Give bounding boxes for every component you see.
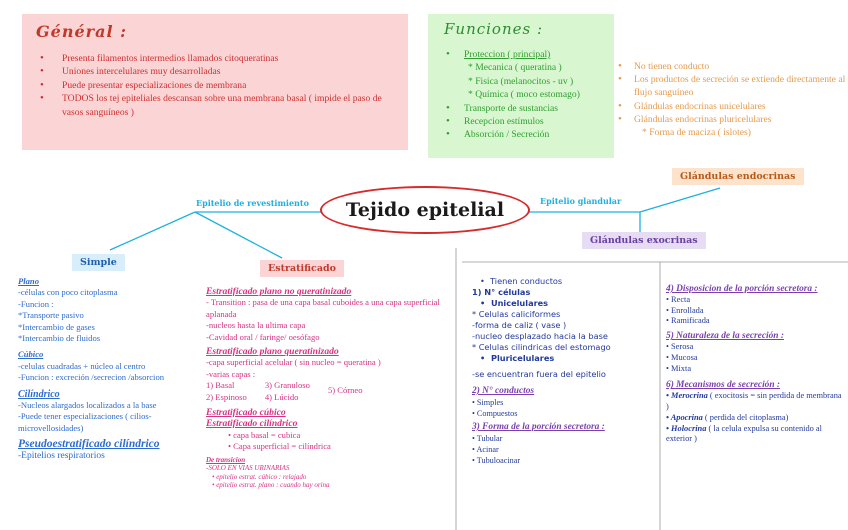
funcion-item: • Transporte de sustancias bbox=[444, 102, 612, 115]
funcion-item: • Proteccion ( principal) bbox=[444, 48, 612, 61]
no-queratinizado-line: -Cavidad oral / faringe/ oesófago bbox=[206, 331, 320, 342]
no-queratinizado-line: - Transition : pasa de una capa basal cuboides a una capa superficial aplanada bbox=[206, 297, 440, 319]
unicelulares-line: * Celulas cilindricas del estomago bbox=[472, 342, 611, 352]
conductos-intro: • Tienen conductos bbox=[480, 276, 563, 286]
funcion-subitem: * Química ( moco estomago) bbox=[468, 89, 580, 101]
endocrina-subnote: * Forma de maciza ( islotes) bbox=[642, 127, 751, 139]
holocrina-line: • Holocrina ( la celula expulsa su contenido al exterior ) bbox=[666, 423, 822, 444]
merocrina-line: • Merocrina ( exocitosis = sin perdida de membrana ) bbox=[666, 391, 842, 411]
general-list bbox=[36, 52, 398, 119]
forma-line: • Tubuloacinar bbox=[472, 456, 521, 465]
disposicion-line: • Recta bbox=[666, 294, 691, 304]
naturaleza-line: • Mixta bbox=[666, 363, 692, 373]
capa-item: 3) Granuloso bbox=[264, 380, 310, 391]
general-item: • TODOS los tej epiteliales descansan sobre una membrana basal ( impide el paso de vasos sanguíneos ) bbox=[36, 92, 398, 119]
capa-item: 5) Córneo bbox=[327, 385, 363, 396]
exocrinas-left-column bbox=[472, 276, 658, 466]
general-item: • Uniones intercelulares muy desarrolladas bbox=[36, 65, 398, 78]
fuera-line: -se encuentran fuera del epitelio bbox=[472, 369, 606, 379]
capas-grid bbox=[206, 380, 450, 403]
pseudo-line: -Epitelios respiratorios bbox=[18, 450, 105, 461]
capa-item: 4) Lúcido bbox=[264, 391, 299, 402]
label-estratificado: Estratificado bbox=[260, 260, 344, 277]
cubico-line: -celulas cuadradas + núcleo al centro bbox=[18, 360, 146, 371]
exocrinas-right-column bbox=[666, 284, 842, 445]
unicelulares-title: • Unicelulares bbox=[480, 298, 549, 308]
plano-line: -Funcion : bbox=[18, 298, 54, 309]
transicion-title: De transicion bbox=[206, 455, 246, 464]
cilindrico-title: Cilíndrico bbox=[18, 388, 60, 400]
endocrina-note: • No tienen conducto bbox=[618, 60, 846, 73]
unicelulares-line: -forma de caliz ( vase ) bbox=[472, 320, 567, 330]
cubico-title: Cúbico bbox=[18, 349, 44, 360]
unicelulares-line: -nucleo desplazado hacia la base bbox=[472, 331, 608, 341]
estratificado-column bbox=[206, 286, 450, 490]
naturaleza-line: • Mucosa bbox=[666, 352, 698, 362]
funciones-list bbox=[444, 48, 612, 142]
branch-glandular: Epitelio glandular bbox=[540, 196, 622, 206]
branch-revestimiento: Epitelio de revestimiento bbox=[196, 198, 309, 208]
estrat-cilindrico-title: Estratificado cilíndrico bbox=[206, 418, 298, 430]
plano-line: *Intercambio de gases bbox=[18, 321, 95, 332]
plano-line: *Intercambio de fluidos bbox=[18, 333, 101, 344]
funciones-title: Funciones : bbox=[444, 20, 544, 38]
n-conductos-title: 2) N° conductos bbox=[472, 386, 535, 396]
general-item: • Puede presentar especializaciones de membrana bbox=[36, 79, 398, 92]
endocrina-note: • Los productos de secreción se extiende directamente al flujo sanguíneo bbox=[618, 73, 846, 99]
cilindrico-line: -Puede tener especializaciones ( cilios-microvellosidades) bbox=[18, 411, 152, 433]
plano-title: Plano bbox=[18, 276, 40, 286]
center-title: Tejido epitelial bbox=[320, 186, 530, 234]
transicion-line: • epitelio estrat. cúbico : relajado bbox=[212, 472, 307, 481]
disposicion-title: 4) Disposicion de la porción secretora : bbox=[666, 284, 818, 294]
naturaleza-line: • Serosa bbox=[666, 341, 694, 351]
cubico-line: -Funcion : excreción /secrecion /absorcion bbox=[18, 372, 165, 383]
transicion-line: -SOLO EN VIAS URINARIAS bbox=[206, 464, 290, 473]
n-celulas-title: 1) N° células bbox=[472, 287, 531, 297]
queratinizado-title: Estratificado plano queratinizado bbox=[206, 346, 339, 358]
endocrina-note: • Glándulas endocrinas pluricelulares bbox=[618, 113, 846, 126]
plano-line: *Transporte pasivo bbox=[18, 310, 84, 321]
funcion-item: • Recepcion estímulos bbox=[444, 115, 612, 128]
disposicion-line: • Ramificada bbox=[666, 316, 710, 326]
endocrina-note: • Glándulas endocrinas unicelulares bbox=[618, 100, 846, 113]
forma-line: • Tubular bbox=[472, 434, 503, 443]
pluricelulares-title: • Pluricelulares bbox=[480, 353, 555, 363]
naturaleza-title: 5) Naturaleza de la secreción : bbox=[666, 331, 784, 342]
label-endocrinas: Glándulas endocrinas bbox=[672, 168, 804, 185]
queratinizado-line: -varias capas : bbox=[206, 368, 256, 379]
apocrina-line: • Apocrina ( perdida del citoplasma) bbox=[666, 412, 789, 422]
estrat-cilindrico-line: • Capa superficial = cilíndrica bbox=[228, 441, 331, 452]
queratinizado-line: -capa superficial acelular ( sin nucleo = queratina ) bbox=[206, 357, 381, 368]
transicion-line: • epitelio estrat. plano : cuando hay orina bbox=[212, 481, 330, 490]
simple-column bbox=[18, 276, 200, 462]
disposicion-line: • Enrollada bbox=[666, 305, 704, 315]
general-title: Général : bbox=[36, 22, 128, 41]
estrat-cilindrico-line: • capa basal = cubica bbox=[228, 429, 301, 440]
endocrinas-notes bbox=[618, 60, 846, 139]
label-simple: Simple bbox=[72, 254, 125, 271]
estrat-cubico-title: Estratificado cúbico bbox=[206, 407, 286, 419]
funcion-subitem: * Fisica (melanocitos - uv ) bbox=[468, 75, 574, 87]
capa-item: 1) Basal bbox=[206, 380, 235, 391]
n-conductos-line: • Simples bbox=[472, 398, 504, 407]
unicelulares-line: * Celulas caliciformes bbox=[472, 309, 561, 319]
funcion-subitem: * Mecanica ( queratina ) bbox=[468, 62, 562, 74]
mecanismos-title: 6) Mecanismos de secreción : bbox=[666, 380, 781, 391]
plano-line: -células con poco citoplasma bbox=[18, 287, 118, 298]
pseudo-title: Pseudoestratificado cilíndrico bbox=[18, 438, 160, 451]
capa-item: 2) Espinoso bbox=[206, 391, 247, 402]
no-queratinizado-title: Estratificado plano no queratinizado bbox=[206, 286, 352, 297]
n-conductos-line: • Compuestos bbox=[472, 409, 518, 418]
general-item: • Presenta filamentos intermedios llamados citoqueratinas bbox=[36, 52, 398, 65]
label-exocrinas: Glándulas exocrinas bbox=[582, 232, 706, 249]
cilindrico-line: -Nucleos alargados localizados a la base bbox=[18, 400, 157, 411]
forma-line: • Acinar bbox=[472, 445, 499, 454]
funcion-item: • Absorción / Secreción bbox=[444, 128, 612, 141]
forma-title: 3) Forma de la porción secretora : bbox=[472, 422, 605, 432]
no-queratinizado-line: -nucleos hasta la ultima capa bbox=[206, 320, 306, 331]
